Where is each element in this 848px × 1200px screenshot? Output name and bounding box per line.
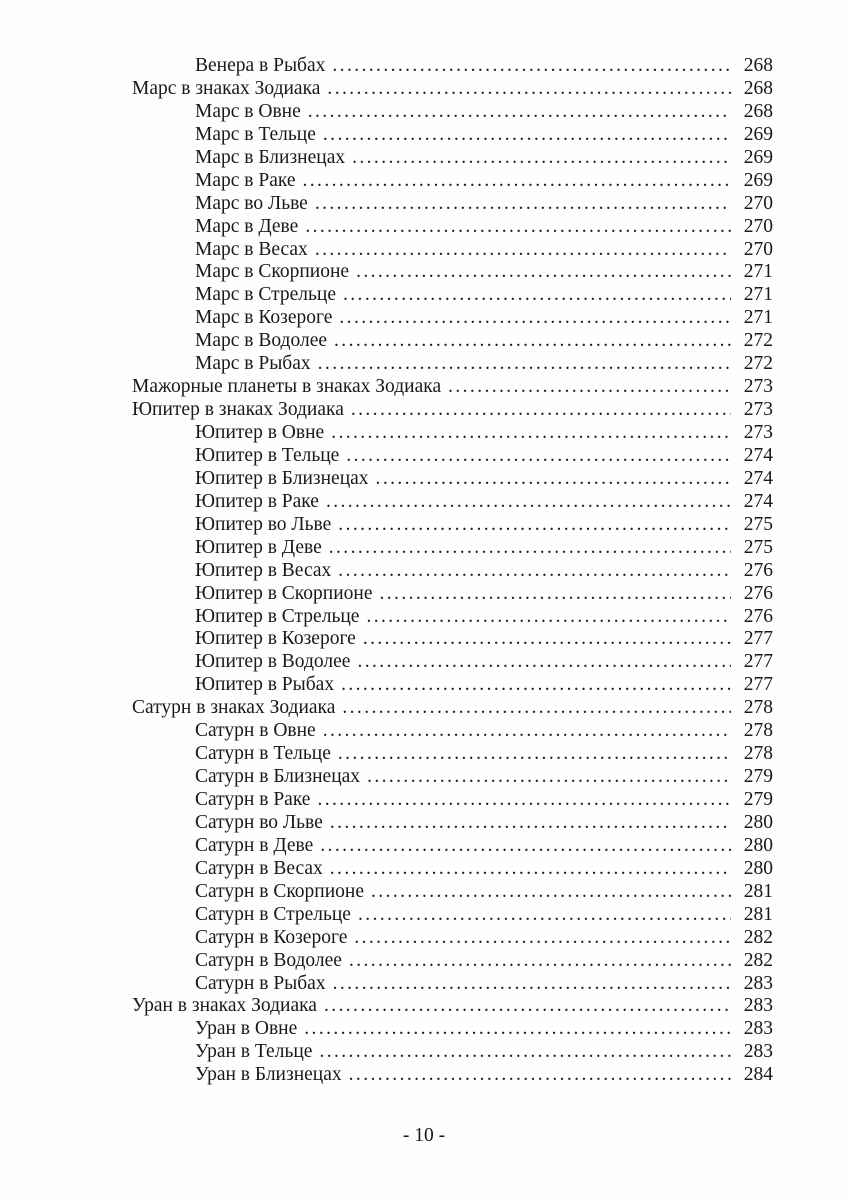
toc-entry xyxy=(132,399,773,422)
dot-leader xyxy=(351,399,731,422)
page-footer xyxy=(0,1124,848,1147)
dot-leader xyxy=(380,583,732,606)
toc-entry-title: Венера в Рыбах xyxy=(195,55,326,76)
toc-entry xyxy=(132,468,773,491)
toc-entry-page-number: 273 xyxy=(743,399,773,421)
toc-entry-page-number: 277 xyxy=(743,628,773,650)
toc-entry-page-number: 278 xyxy=(743,720,773,742)
toc-entry-page-number: 283 xyxy=(743,972,773,994)
dot-leader xyxy=(354,927,731,950)
toc-entry-page-number: 270 xyxy=(743,238,773,260)
toc-entry xyxy=(132,881,773,904)
dot-leader xyxy=(342,697,731,720)
toc-entry xyxy=(132,330,773,353)
toc-entry xyxy=(132,147,773,170)
toc-entry xyxy=(132,812,773,835)
dot-leader xyxy=(366,606,731,629)
toc-entry xyxy=(132,491,773,514)
toc-entry xyxy=(132,560,773,583)
dot-leader xyxy=(376,468,731,491)
toc-entry xyxy=(132,537,773,560)
toc-entry xyxy=(132,904,773,927)
dot-leader xyxy=(341,674,731,697)
toc-entry-title: Уран в Близнецах xyxy=(195,1064,342,1086)
toc-entry xyxy=(132,78,773,101)
toc-entry-title: Сатурн в Овне xyxy=(195,720,316,742)
dot-leader xyxy=(367,766,731,789)
toc-entry-title: Марс в Деве xyxy=(195,215,299,237)
toc-entry-page-number: 272 xyxy=(743,353,773,375)
toc-entry-page-number: 269 xyxy=(743,146,773,168)
dot-leader xyxy=(333,973,731,996)
dot-leader xyxy=(349,1064,731,1087)
toc-entry-page-number: 268 xyxy=(743,77,773,99)
toc-entry-page-number: 277 xyxy=(743,674,773,696)
toc-entry-title: Сатурн в Тельце xyxy=(195,743,331,765)
toc-entry-title: Марс во Льве xyxy=(195,192,308,214)
toc-entry xyxy=(132,193,773,216)
toc-entry xyxy=(132,170,773,193)
dot-leader xyxy=(338,514,731,537)
toc-entry xyxy=(132,307,773,330)
toc-entry-page-number: 276 xyxy=(743,605,773,627)
toc-entry xyxy=(132,239,773,262)
dot-leader xyxy=(352,147,731,170)
dot-leader xyxy=(319,1041,731,1064)
dot-leader xyxy=(317,789,731,812)
toc-entry xyxy=(132,1064,773,1087)
toc-entry-title: Марс в Овне xyxy=(195,100,301,122)
dot-leader xyxy=(315,239,731,262)
toc-entry xyxy=(132,995,773,1018)
toc-entry-title: Марс в Скорпионе xyxy=(195,261,350,283)
dot-leader xyxy=(346,445,731,468)
dot-leader xyxy=(326,491,731,514)
toc-entry-title: Сатурн в Рыбах xyxy=(195,972,326,994)
dot-leader xyxy=(332,55,731,78)
toc-entry xyxy=(132,628,773,651)
toc-entry-title: Уран в знаках Зодиака xyxy=(132,995,317,1017)
toc-entry-page-number: 280 xyxy=(743,857,773,879)
toc-entry-title: Юпитер в Рыбах xyxy=(195,674,335,696)
toc-entry-page-number: 282 xyxy=(743,926,773,948)
toc-entry-title: Мажорные планеты в знаках Зодиака xyxy=(132,376,442,398)
dot-leader xyxy=(334,330,731,353)
dot-leader xyxy=(331,422,731,445)
toc-entry-page-number: 270 xyxy=(743,215,773,237)
toc-entry xyxy=(132,1018,773,1041)
toc-entry-title: Марс в знаках Зодиака xyxy=(132,77,321,99)
toc-entry-title: Марс в Козероге xyxy=(195,307,333,329)
dot-leader xyxy=(315,193,731,216)
toc-entry xyxy=(132,720,773,743)
toc-entry xyxy=(132,1041,773,1064)
toc-entry xyxy=(132,261,773,284)
toc-entry-page-number: 273 xyxy=(743,376,773,398)
toc-entry-page-number: 274 xyxy=(743,444,773,466)
toc-entry-page-number: 279 xyxy=(743,766,773,788)
toc-entry xyxy=(132,789,773,812)
dot-leader xyxy=(323,124,731,147)
toc-entry-title: Марс в Раке xyxy=(195,169,296,191)
toc-entry-page-number: 268 xyxy=(743,55,773,76)
dot-leader xyxy=(330,858,731,881)
toc-entry-title: Сатурн в Козероге xyxy=(195,926,348,948)
toc-entry-title: Сатурн в Раке xyxy=(195,789,311,810)
toc-entry-page-number: 281 xyxy=(743,880,773,902)
dot-leader xyxy=(304,1018,731,1041)
toc-entry-title: Юпитер в Водолее xyxy=(195,651,351,673)
toc-entry-page-number: 280 xyxy=(743,811,773,833)
toc-entry-page-number: 283 xyxy=(743,1041,773,1063)
toc-entry-page-number: 280 xyxy=(743,834,773,856)
toc-entry xyxy=(132,606,773,629)
toc-entry-page-number: 276 xyxy=(743,559,773,581)
toc-entry-title: Марс в Весах xyxy=(195,238,308,260)
dot-leader xyxy=(349,950,731,973)
toc-entry-title: Юпитер в Овне xyxy=(195,422,325,443)
toc-entry-title: Сатурн в Весах xyxy=(195,857,323,879)
toc-entry xyxy=(132,514,773,537)
dot-leader xyxy=(358,904,731,927)
toc-entry-page-number: 275 xyxy=(743,536,773,558)
toc-entry-page-number: 271 xyxy=(743,307,773,329)
toc-entry xyxy=(132,376,773,399)
toc-entry-title: Марс в Стрельце xyxy=(195,284,336,306)
toc-entry-page-number: 283 xyxy=(743,995,773,1017)
toc-entry xyxy=(132,858,773,881)
dot-leader xyxy=(357,651,731,674)
toc-entry-title: Марс в Тельце xyxy=(195,123,316,145)
dot-leader xyxy=(339,307,731,330)
toc-entry xyxy=(132,766,773,789)
toc-entry-page-number: 273 xyxy=(743,422,773,443)
dot-leader xyxy=(308,101,731,124)
toc-entry-title: Юпитер во Льве xyxy=(195,513,332,535)
toc-entry xyxy=(132,353,773,376)
toc-entry-title: Юпитер в Скорпионе xyxy=(195,582,373,604)
toc-entry-title: Сатурн в Скорпионе xyxy=(195,880,365,902)
dot-leader xyxy=(327,78,731,101)
dot-leader xyxy=(448,376,731,399)
toc-entry-page-number: 269 xyxy=(743,123,773,145)
toc-entry-title: Сатурн в Близнецах xyxy=(195,766,361,788)
toc-entry xyxy=(132,583,773,606)
toc-entry xyxy=(132,927,773,950)
toc-entry xyxy=(132,422,773,445)
toc-entry-page-number: 284 xyxy=(743,1064,773,1086)
toc-entry-page-number: 272 xyxy=(743,330,773,352)
dot-leader xyxy=(330,812,731,835)
toc-entry-title: Марс в Водолее xyxy=(195,330,328,352)
toc-entry-title: Сатурн во Льве xyxy=(195,811,323,833)
toc-entry-title: Сатурн в Водолее xyxy=(195,949,342,971)
toc-entry-title: Юпитер в знаках Зодиака xyxy=(132,399,344,421)
toc-entry-page-number: 271 xyxy=(743,284,773,306)
toc-entry-title: Юпитер в Деве xyxy=(195,536,322,558)
toc-entry-title: Юпитер в Тельце xyxy=(195,444,340,466)
table-of-contents xyxy=(132,55,773,1087)
toc-entry-title: Уран в Овне xyxy=(195,1018,298,1040)
toc-entry-page-number: 274 xyxy=(743,490,773,512)
dot-leader xyxy=(356,261,731,284)
toc-entry xyxy=(132,697,773,720)
dot-leader xyxy=(338,560,731,583)
footer-page-number: - 10 - xyxy=(402,1125,446,1146)
dot-leader xyxy=(343,284,731,307)
dot-leader xyxy=(329,537,731,560)
toc-entry-page-number: 279 xyxy=(743,789,773,810)
toc-entry-page-number: 283 xyxy=(743,1018,773,1040)
toc-entry-page-number: 270 xyxy=(743,192,773,214)
toc-entry xyxy=(132,445,773,468)
toc-entry xyxy=(132,651,773,674)
toc-entry xyxy=(132,55,773,78)
toc-entry-title: Сатурн в Стрельце xyxy=(195,903,351,925)
dot-leader xyxy=(363,628,731,651)
dot-leader xyxy=(305,216,731,239)
dot-leader xyxy=(320,835,731,858)
toc-entry-title: Марс в Близнецах xyxy=(195,146,346,168)
toc-entry xyxy=(132,674,773,697)
toc-entry-title: Юпитер в Козероге xyxy=(195,628,356,650)
toc-entry xyxy=(132,950,773,973)
toc-entry-page-number: 275 xyxy=(743,513,773,535)
toc-entry-page-number: 278 xyxy=(743,697,773,719)
toc-entry-title: Юпитер в Раке xyxy=(195,490,319,512)
dot-leader xyxy=(338,743,731,766)
toc-entry xyxy=(132,216,773,239)
toc-entry-title: Сатурн в Деве xyxy=(195,834,314,856)
toc-entry-page-number: 276 xyxy=(743,582,773,604)
toc-entry-page-number: 277 xyxy=(743,651,773,673)
toc-entry-title: Марс в Рыбах xyxy=(195,353,311,375)
toc-entry-title: Юпитер в Стрельце xyxy=(195,605,360,627)
toc-entry-title: Юпитер в Весах xyxy=(195,559,332,581)
toc-entry xyxy=(132,124,773,147)
toc-entry-page-number: 268 xyxy=(743,100,773,122)
toc-entry xyxy=(132,835,773,858)
dot-leader xyxy=(303,170,732,193)
toc-entry-page-number: 281 xyxy=(743,903,773,925)
dot-leader xyxy=(323,720,731,743)
toc-entry xyxy=(132,743,773,766)
toc-entry-page-number: 274 xyxy=(743,467,773,489)
toc-entry xyxy=(132,284,773,307)
toc-entry-page-number: 271 xyxy=(743,261,773,283)
toc-entry-page-number: 278 xyxy=(743,743,773,765)
dot-leader xyxy=(324,995,731,1018)
toc-entry xyxy=(132,101,773,124)
toc-entry-page-number: 269 xyxy=(743,169,773,191)
toc-entry-title: Сатурн в знаках Зодиака xyxy=(132,697,336,719)
dot-leader xyxy=(371,881,731,904)
toc-entry-title: Уран в Тельце xyxy=(195,1041,313,1063)
toc-entry-page-number: 282 xyxy=(743,949,773,971)
toc-entry xyxy=(132,973,773,996)
dot-leader xyxy=(318,353,731,376)
toc-entry-title: Юпитер в Близнецах xyxy=(195,467,369,489)
